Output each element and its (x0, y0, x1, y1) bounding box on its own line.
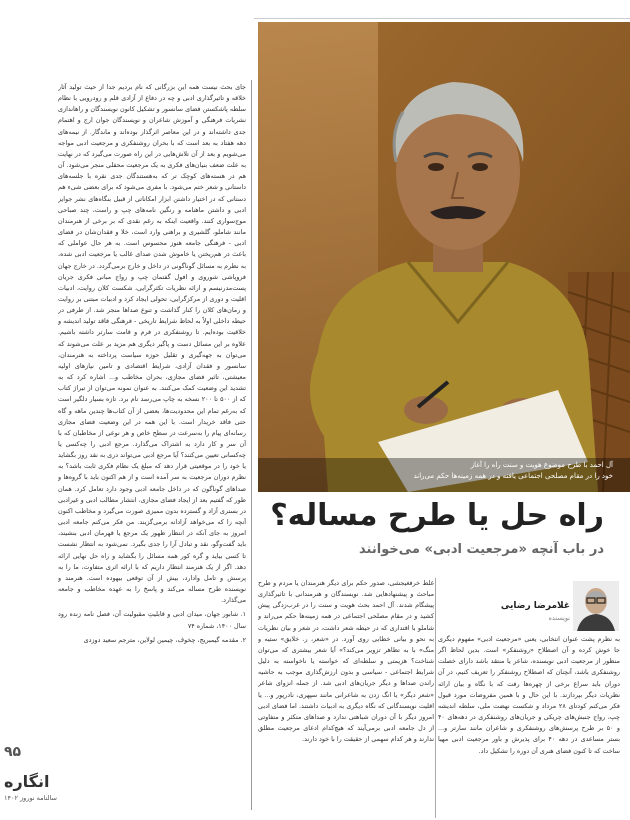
caption-line-1: آل احمد با طرح موضوع هویت و سنت راه را آغاز (470, 461, 613, 469)
right-text-column (438, 634, 620, 818)
left-paragraph: جای بحث نیست همه این بزرگانی که نام بردیم جدا از حیث تولید آثار خلاقه و تاثیرگذاری ادبی و چه در دفاع از آزادی قلم و رودرویی با نظام سلطه پاشکستن فضای سانسور و تشکیل کانون نویسندگان و راهاندازی نشریات فرهنگی و آموزش شاعران و نویسندگان جوان ارج و اهتمام جدی داشته‌اند و در این معاصر اثرگذار بوده‌اند و ماندگار. از نیمه‌های دهه هفتاد به بعد است که با بحران روشنفکری و مرجعیت ادبی مواجه می‌شویم و بعد از آن تلاش‌هایی در این راه صورت می‌گیرد که در نهایت به علت ضعف بنیان‌های فکری به یک مرجعیت محفلی منجر می‌شود. آن هم در هسته‌های کوچک تر که به‌هستندگان جدی نقره با جلسه‌های داستانی و شعر ختم می‌شود. با مفری می‌شود که برای بعضی شیء هم دستانی که در اختیار داشتن ابزار امکاناتی از قبیل بنگاه‌های نشر جوایز ادبی و داشتن ماهنامه و رنگین نامه‌های چپ و راست، چند صباحی موج‌سواری کنند. واقعیت اینکه به رغم نقدی که بر برخی از هنرمندان مانند شاملو، گلشیری و براهنی وارد است، خلا و فقدان‌شان در فضای ادبی - فرهنگی جامعه هنوز محسوس است. به هر حال عواملی که باعث در هم‌ریختن یا خاموش شدن صدای غالب یا مرجعیت ادبی شده، به نظرم به مسائل گوناگونی در داخل و خارج برمی‌گردد. در خارج جهان فروپاشی شوروی و افول گفتمان چپ و رواج مبانی فکری جریان پست‌مدرنیسم و ارائه نظریات تکثرگرایی، شکست کلان روایت، ادبیات اقلیت و دوری از مرکزگرایی، تحولی ایجاد کرد و ادبیات مبتنی بر روایت و رمان‌های کلان را کنار گذاشت و تنوع صداها منجر شد. از طرفی در حیطه داخلی اولاً به لحاظ شرایط تاریخی - فرهنگی فاقد تولید اندیشه و خلاقیت بوده‌ایم. تا روشنفکری در فرم و قامت سارتر داشته باشیم. علاوه بر این مسائل دست و پاگیر دیگری هم مزید بر علت می‌شوند که می‌توان به جهه‌گیری و تقلیل حوزه سیاست پرداخته به هنرمندان، سانسور و فقدان آزادی، شرایط اقتصادی و تامین نیازهای اولیه معیشتی، تاثیر فضای مجازی، بحران مخاطب و... اشاره کرد که به تشدید این وضعیت کمک می‌کنند. به عنوان نمونه می‌توان از تیراژ کتاب که از ۵۰۰ تا ۲۰۰ نسخه به چاپ می‌رسد نام برد. تازه بسیار دلگیر است که به‌رغم تمام این محدودیت‌ها، بعضی از آن کتاب‌ها چندین ماهه و گاه حتی فاقد خریدار است. با این همه در این وضعیت فضای مجازی رسانه‌ای پیام را به‌سرعت در سطح خاص و هر نوعی از مخاطبان که با آن سر و کار دارد به اشتراک می‌گذارد. مرجع ادبی را چه‌کسی یا چه‌کسانی تعیین می‌کنند؟ آیا مرجع ادبی می‌تواند دری به نقد روز بگشاید یا خود را در موقعیتی قرار دهد که مبلغ یک نظام فکری ثابت باشد؟ به نظرم دوران مرجعیت به سر آمده است و از هم اکنون باید با گروه‌ها و صداهای گوناگون که در داخل جامعه ادبی وجود دارد تعامل کرد. همان طور که گفتیم بعد از ایجاد فضای مجازی، انتشار مطالب ادبی و غیرادبی در بستری آزاد و گسترده بدون ممیزی صورت می‌گیرد و مخاطب اکنون آنچه را که می‌خواهد آزادانه برمی‌گزیند. من فکر می‌کنم جامعه ادبی امروز به جای آنکه در انتظار ظهور یک مرجع یا قهرمان ادبی بنشیند، باید گفت‌وگو، نقد و تبادل آرا را جدی بگیرد. نمی‌شود به انتظار نشست تا کسی بیاید و گره کور همه مسائل را بگشاید و راه حل نهایی ارائه دهد. اگر از یک هنرمند انتظار داریم که با ارائه اثری متفاوت، ما را به پرسش و تامل وادارد، بیش از آن توقعی بیهوده است. هنرمند و نویسنده طرح مساله می‌کند و پاسخ را به عهده مخاطب و جامعه می‌گذارد. (58, 83, 246, 605)
page-number: ۹۵ (4, 744, 22, 760)
middle-text-column (258, 578, 434, 818)
photo-caption (411, 460, 616, 482)
footnote-2: ۲. مقدمه گیمبریج، چخوف، چیمین لولاین، مترجم سعید دوزدی (83, 635, 246, 644)
issue-info: سالنامه نوروز ۱۴۰۲ (4, 794, 58, 802)
article-subtitle: در باب آنچه «مرجعیت ادبی» می‌خوانند (359, 542, 604, 557)
right-paragraph: به نظرم پشت عنوان انتخابی، یعنی «مرجعیت ادبی» مفهوم دیگری جا خوش کرده و آن اصطلاح «روشنفکر» است. بدین لحاظ اگر منظور از مرجعیت ادبی نویسنده، شاعر یا منتقد باشد دارای خصلت روشنفکری باشد، آنچنان که اصطلاح روشنفکر را تعریف کنیم، در آن دوران باید سراغ برخی از چهره‌ها رفت که با نگاه و بیان ارائه نظریات دیگر بپردازند. با این حال و با همین مفروضات مورد قبول فکر می‌کنم کودتای ۲۸ مرداد و شکست نهضت ملی، سلطه اندیشه چپ، رواج جنبش‌های چریکی و جریان‌های روشنفکری در دهه‌های ۴۰ و ۵۰ بر طرح پرسش‌های روشنفکری و شاعران مانند سارتر و... بستر مساعدی در دهه ۴۰ برای پذیرش و باور مرجعیت ادبی مهیا ساخت که تا کنون فضای هنری آن دوره را تشکیل داد. (438, 635, 620, 755)
author-name: غلامرضا رضایی (500, 601, 570, 611)
column-divider (251, 80, 252, 810)
left-text-column (58, 82, 246, 758)
column-divider-mid (435, 578, 436, 818)
article-headline: راه حل یا طرح مساله؟ (270, 498, 604, 533)
magazine-logo: انگاره (4, 772, 50, 791)
author-role: نویسنده (548, 614, 570, 622)
portrait-photo (258, 22, 630, 492)
caption-line-2: خود را در مقام مصلحی اجتماعی یافته و در همه زمینه‌ها حکم می‌راند (413, 472, 613, 480)
top-rule (254, 18, 630, 19)
footnote-1: ۱. شابور جهان، میدان ادبی و قابلیتِ مقبولیت آن، فصل نامه زنده رود سال ۱۴۰۰، شماره ۷۴ (58, 610, 246, 630)
author-avatar (573, 581, 619, 631)
mid-paragraph: غلط خرفغیجشی، صدور حکم برای دیگر هنرمندان یا مردم و طرح مباحث و پیشنهادهایی شد. نویسندگان و هنرمندانی با تاثیرگذاری پیشگام شدند. آل احمد بحث هویت و سنت را در غرب‌زدگی پیش کشید و در مقام مصلحی اجتماعی در همه زمینه‌ها حکم می‌راند و شاملو با اقتداری که در حیطه شعر داشت، در شعر و بیان نظریات به نحو و بیانی خطابی روی آورد. در «شعر، ر. خلایق» ستیه و منگ» با به تظاهر تزویر می‌کند؟» آیا شعر بیشتری که می‌توان شناخت؟ هزیمتی و سلطه‌ای که خواسته یا ناخواسته به دلیل شرایط اجتماعی - سیاسی و بدون ارزش‌گذاری موجب به حاشیه راندن صداها و دیگر جریان‌های ادبی شد. از جمله انزوای شاعر «شعر دیگر» یا انگ زدن به شاعرانی مانند سپهری، نادرپور و... یا اقلیت نویسندگانی که نگاه دیگری به ادبیات داشتند. اما فضای ادبی امروز دیگر با آن دوران شباهتی ندارد و صداهای متکثر و متفاوتی از دل جامعه ادبی برمی‌آیند که هیچ‌کدام ادعای مرجعیت مطلق ندارند و هر کدام سهمی از حقیقت را با خود دارند. (258, 579, 434, 744)
